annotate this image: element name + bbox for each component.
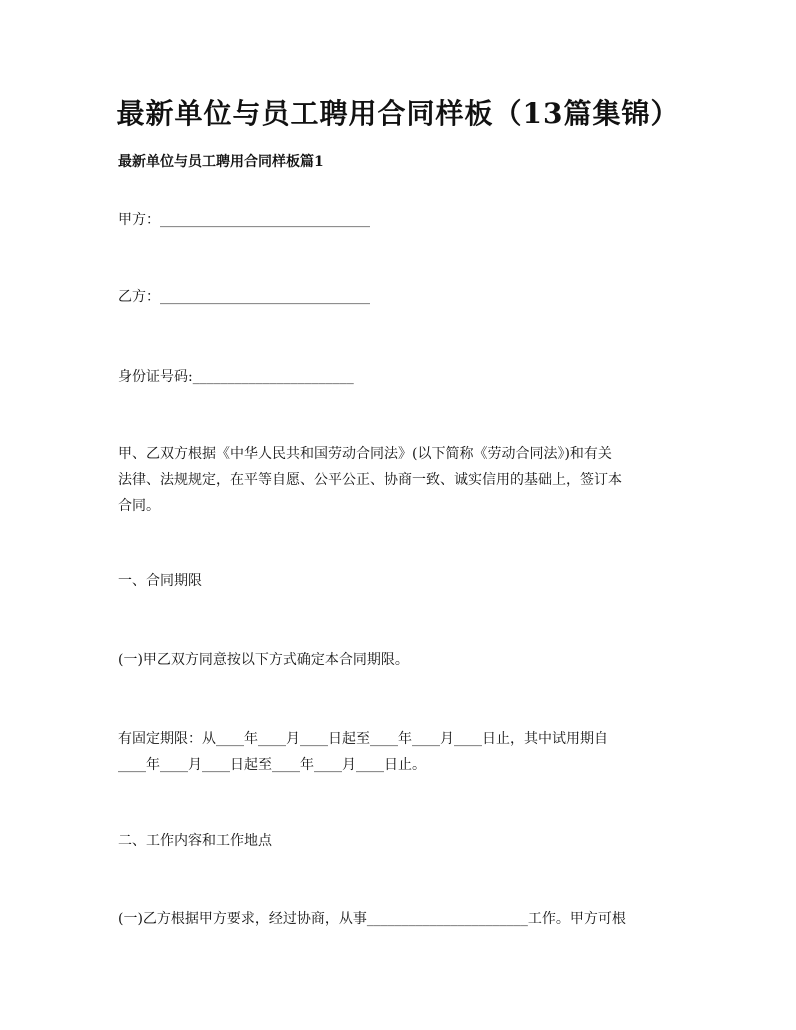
fixed-term-line: ____年____月____日起至____年____月____日止。 (118, 757, 426, 773)
intro-line: 法律、法规规定，在平等自愿、公平公正、协商一致、诚实信用的基础上，签订本 (118, 472, 622, 488)
intro-paragraph (118, 441, 684, 519)
document-subtitle: 最新单位与员工聘用合同样板篇1 (118, 154, 324, 170)
section-2-item-1: (一)乙方根据甲方要求，经过协商，从事_______________________工作。甲方可根 (118, 911, 626, 927)
fixed-term-line: 有固定期限：从____年____月____日起至____年____月____日止，其中试用期自 (118, 731, 608, 747)
section-2-heading: 二、工作内容和工作地点 (118, 833, 272, 849)
section-1-item-1: (一)甲乙双方同意按以下方式确定本合同期限。 (118, 652, 409, 668)
intro-line: 合同。 (118, 498, 160, 514)
document-title: 最新单位与员工聘用合同样板（13篇集锦） (116, 97, 680, 130)
party-b-field: 乙方：______________________________ (118, 289, 370, 305)
fixed-term-paragraph (118, 726, 684, 778)
id-number-field: 身份证号码:_______________________ (118, 369, 354, 385)
intro-line: 甲、乙双方根据《中华人民共和国劳动合同法》(以下简称《劳动合同法》)和有关 (118, 446, 612, 462)
party-a-field: 甲方：______________________________ (118, 212, 370, 228)
section-1-heading: 一、合同期限 (118, 573, 202, 589)
